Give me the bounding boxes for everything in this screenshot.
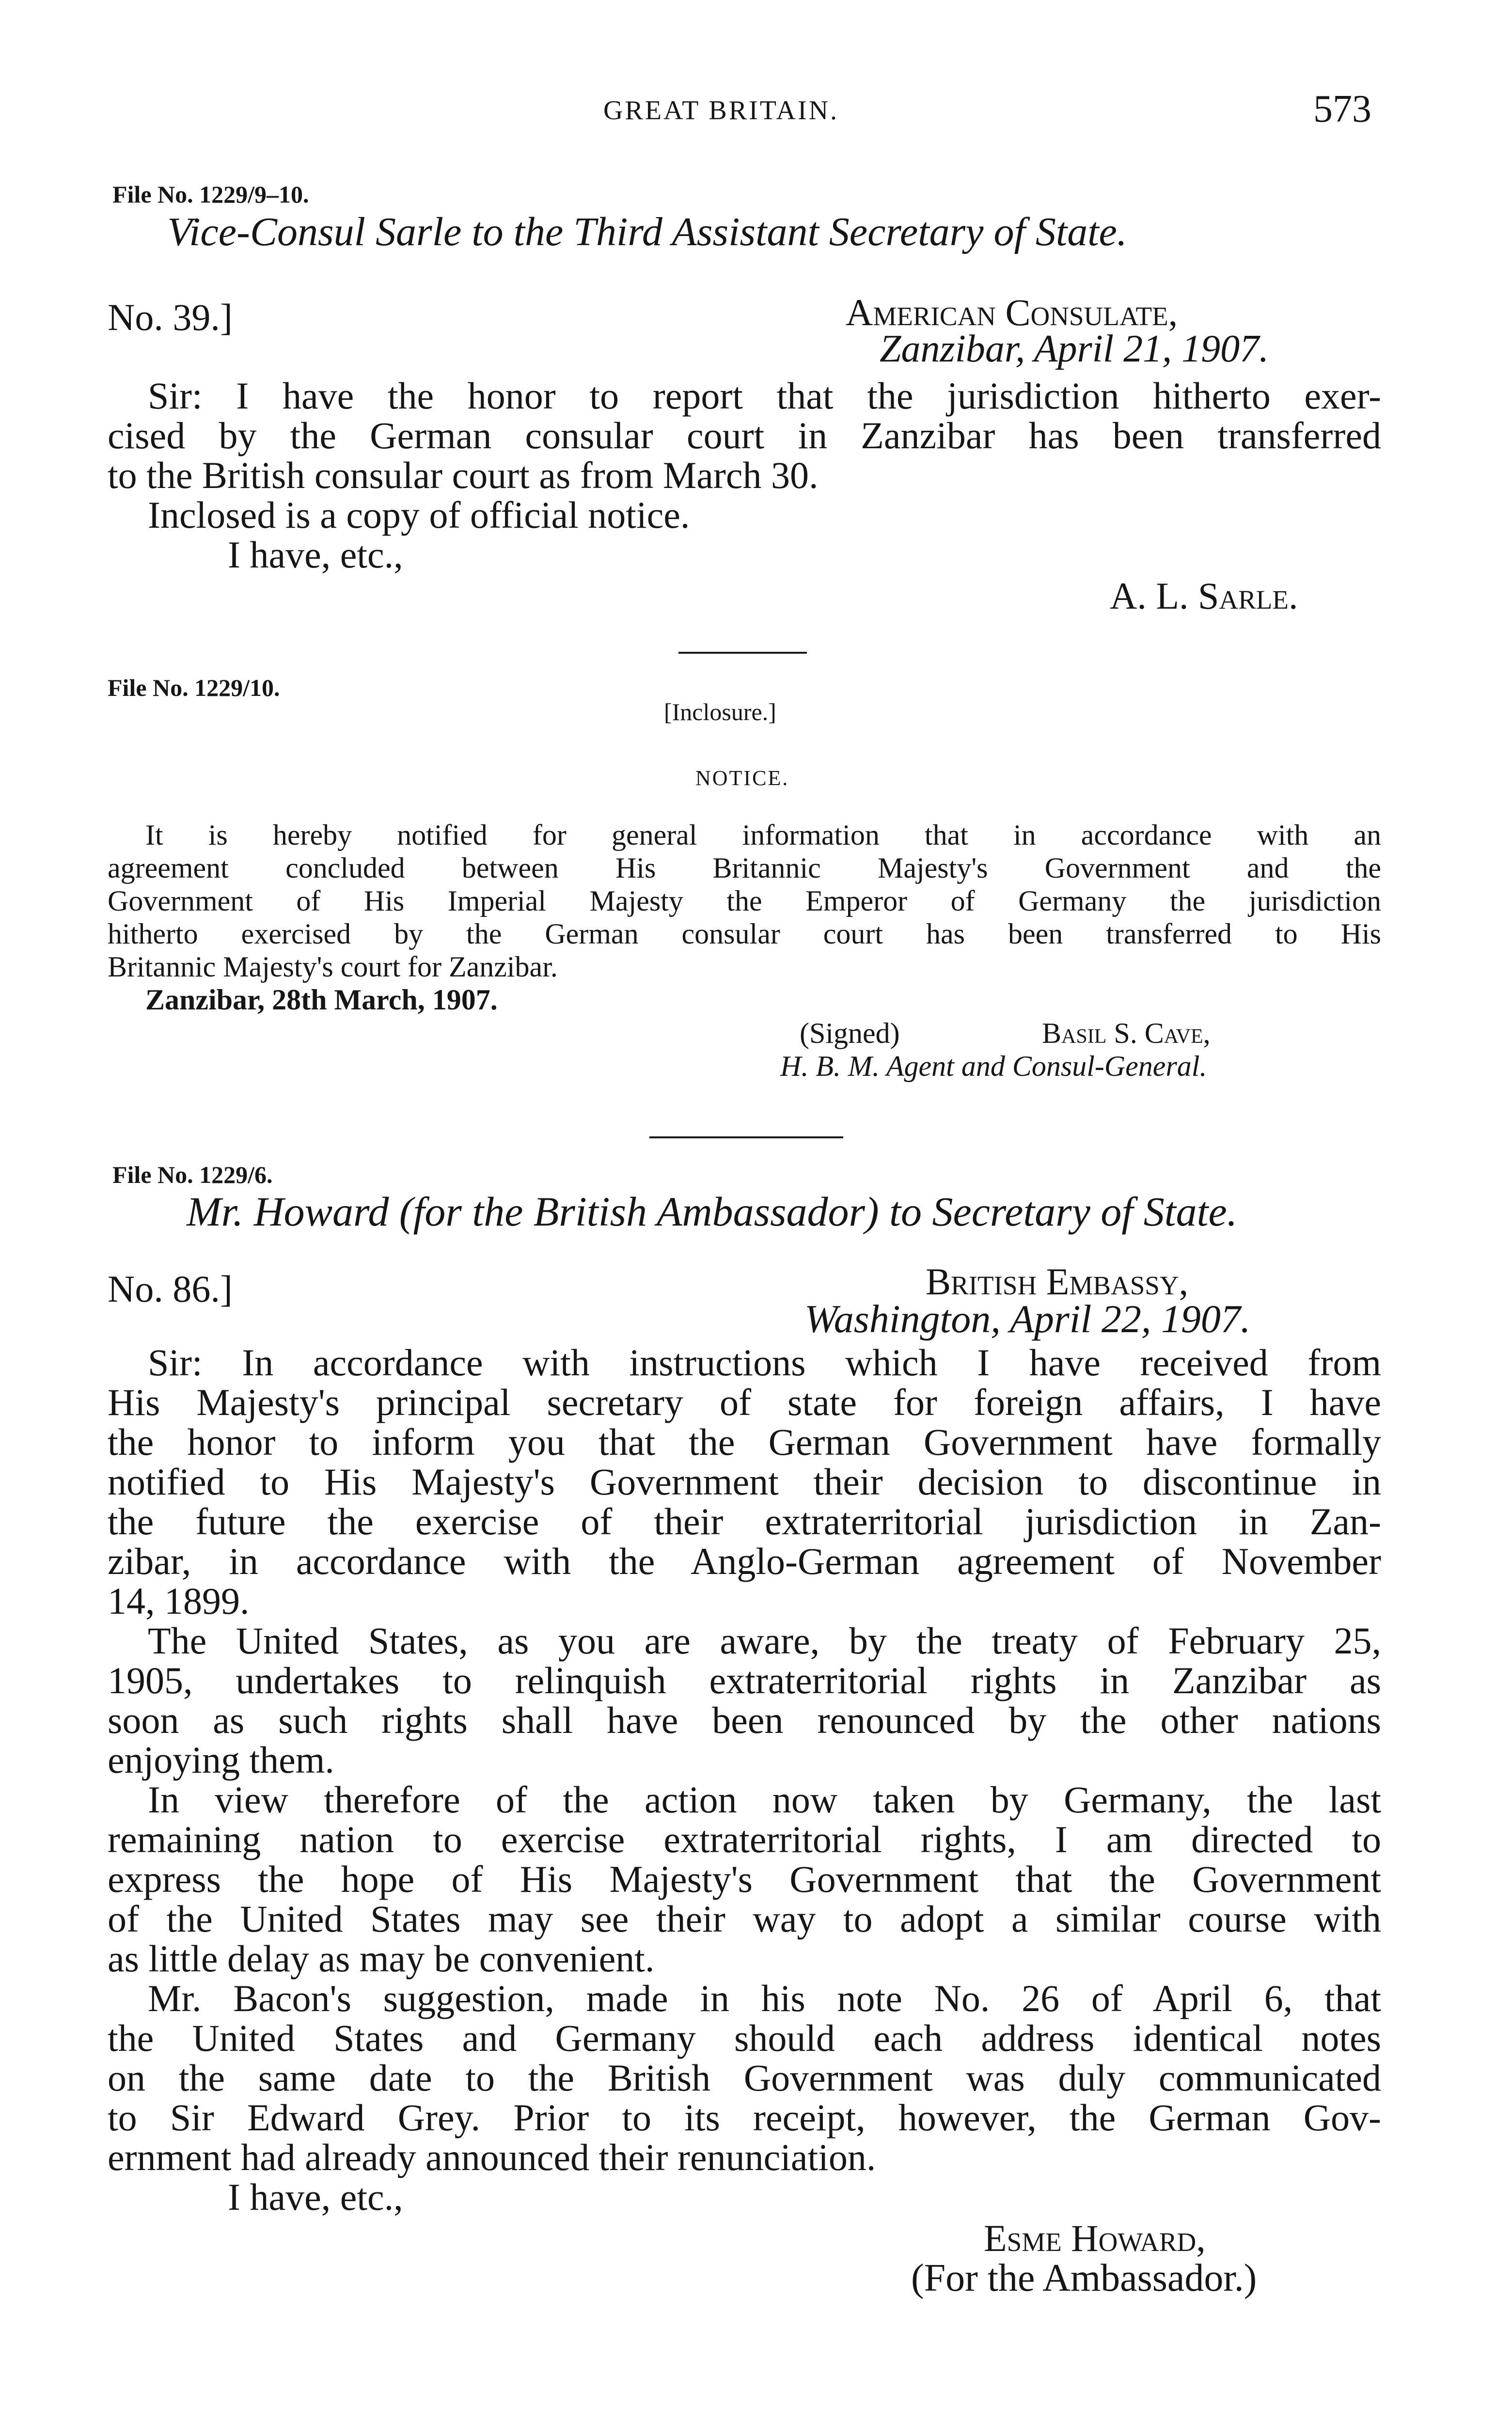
letter-date: Washington, April 22, 1907. [804,1297,1251,1341]
body-line: notified to His Majesty's Government their decision to discontinue in [108,1461,1381,1503]
file-number: File No. 1229/10. [108,674,280,701]
dispatch-number: No. 86.] [108,1268,233,1310]
body-line: the future the exercise of their extraterritorial jurisdiction in Zan- [108,1500,1381,1542]
body-line: to Sir Edward Grey. Prior to its receipt, however, the German Gov- [108,2096,1381,2139]
notice-title: NOTICE. [695,766,789,790]
divider [649,1136,843,1138]
signature: A. L. Sarle. [1110,575,1298,617]
signature-note: (For the Ambassador.) [911,2257,1257,2299]
signature: Esme Howard, [984,2217,1206,2259]
body-line: enjoying them. [108,1739,334,1781]
body-line: to the British consular court as from March 30. [108,454,819,496]
body-line: In view therefore of the action now taken by Germany, the last [148,1778,1381,1821]
body-line: the honor to inform you that the German Government have formally [108,1421,1381,1463]
notice-date: Zanzibar, 28th March, 1907. [145,984,498,1016]
body-line: His Majesty's principal secretary of state for foreign affairs, I have [108,1381,1381,1423]
body-line: on the same date to the British Government was duly communicated [108,2057,1381,2099]
closing: I have, etc., [228,2176,403,2218]
inclosure-label: [Inclosure.] [664,698,776,725]
body-line: remaining nation to exercise extraterritorial rights, I am directed to [108,1818,1381,1860]
notice-line: agreement concluded between His Britannic Majesty's Government and the [108,852,1381,884]
letter-heading: Vice-Consul Sarle to the Third Assistant Secretary of State. [167,209,1127,254]
closing: I have, etc., [228,534,403,576]
body-line: Mr. Bacon's suggestion, made in his note No. 26 of April 6, that [148,1977,1381,2019]
body-line: Inclosed is a copy of official notice. [148,494,690,536]
notice-line: It is hereby notified for general information that in accordance with an [145,819,1381,851]
file-number: File No. 1229/6. [112,1161,273,1188]
divider [678,652,807,654]
signed-label: (Signed) [800,1017,900,1049]
body-line: soon as such rights shall have been renounced by the other nations [108,1699,1381,1741]
notice-line: Government of His Imperial Majesty the Emperor of Germany the jurisdiction [108,885,1381,917]
sender-place: American Consulate, [846,291,1178,333]
dispatch-number: No. 39.] [108,296,233,338]
notice-line: Britannic Majesty's court for Zanzibar. [108,951,558,983]
body-line: Sir: In accordance with instructions which I have received from [148,1341,1381,1384]
body-line: of the United States may see their way to adopt a similar course with [108,1898,1381,1940]
body-line: zibar, in accordance with the Anglo-German agreement of November [108,1540,1381,1582]
running-head: GREAT BRITAIN. [603,95,839,126]
body-line: Sir: I have the honor to report that the jurisdiction hitherto exer- [148,375,1381,417]
notice-signer: Basil S. Cave, [1042,1017,1211,1049]
letter-heading: Mr. Howard (for the British Ambassador) to Secretary of State. [187,1188,1238,1235]
body-line: The United States, as you are aware, by the treaty of February 25, [148,1620,1381,1662]
body-line: the United States and Germany should each address identical notes [108,2017,1381,2059]
notice-line: hitherto exercised by the German consular court has been transferred to His [108,918,1381,950]
body-line: ernment had already announced their renunciation. [108,2136,876,2178]
body-line: express the hope of His Majesty's Government that the Government [108,1858,1381,1900]
sender-place: British Embassy, [926,1260,1189,1303]
body-line: as little delay as may be convenient. [108,1937,655,1980]
body-line: 14, 1899. [108,1580,250,1622]
file-number: File No. 1229/9–10. [112,181,309,208]
body-line: 1905, undertakes to relinquish extraterritorial rights in Zanzibar as [108,1659,1381,1701]
body-line: cised by the German consular court in Zanzibar has been transferred [108,414,1381,456]
letter-date: Zanzibar, April 21, 1907. [880,328,1269,370]
page-number: 573 [1313,88,1371,130]
notice-signer-title: H. B. M. Agent and Consul-General. [780,1050,1207,1082]
